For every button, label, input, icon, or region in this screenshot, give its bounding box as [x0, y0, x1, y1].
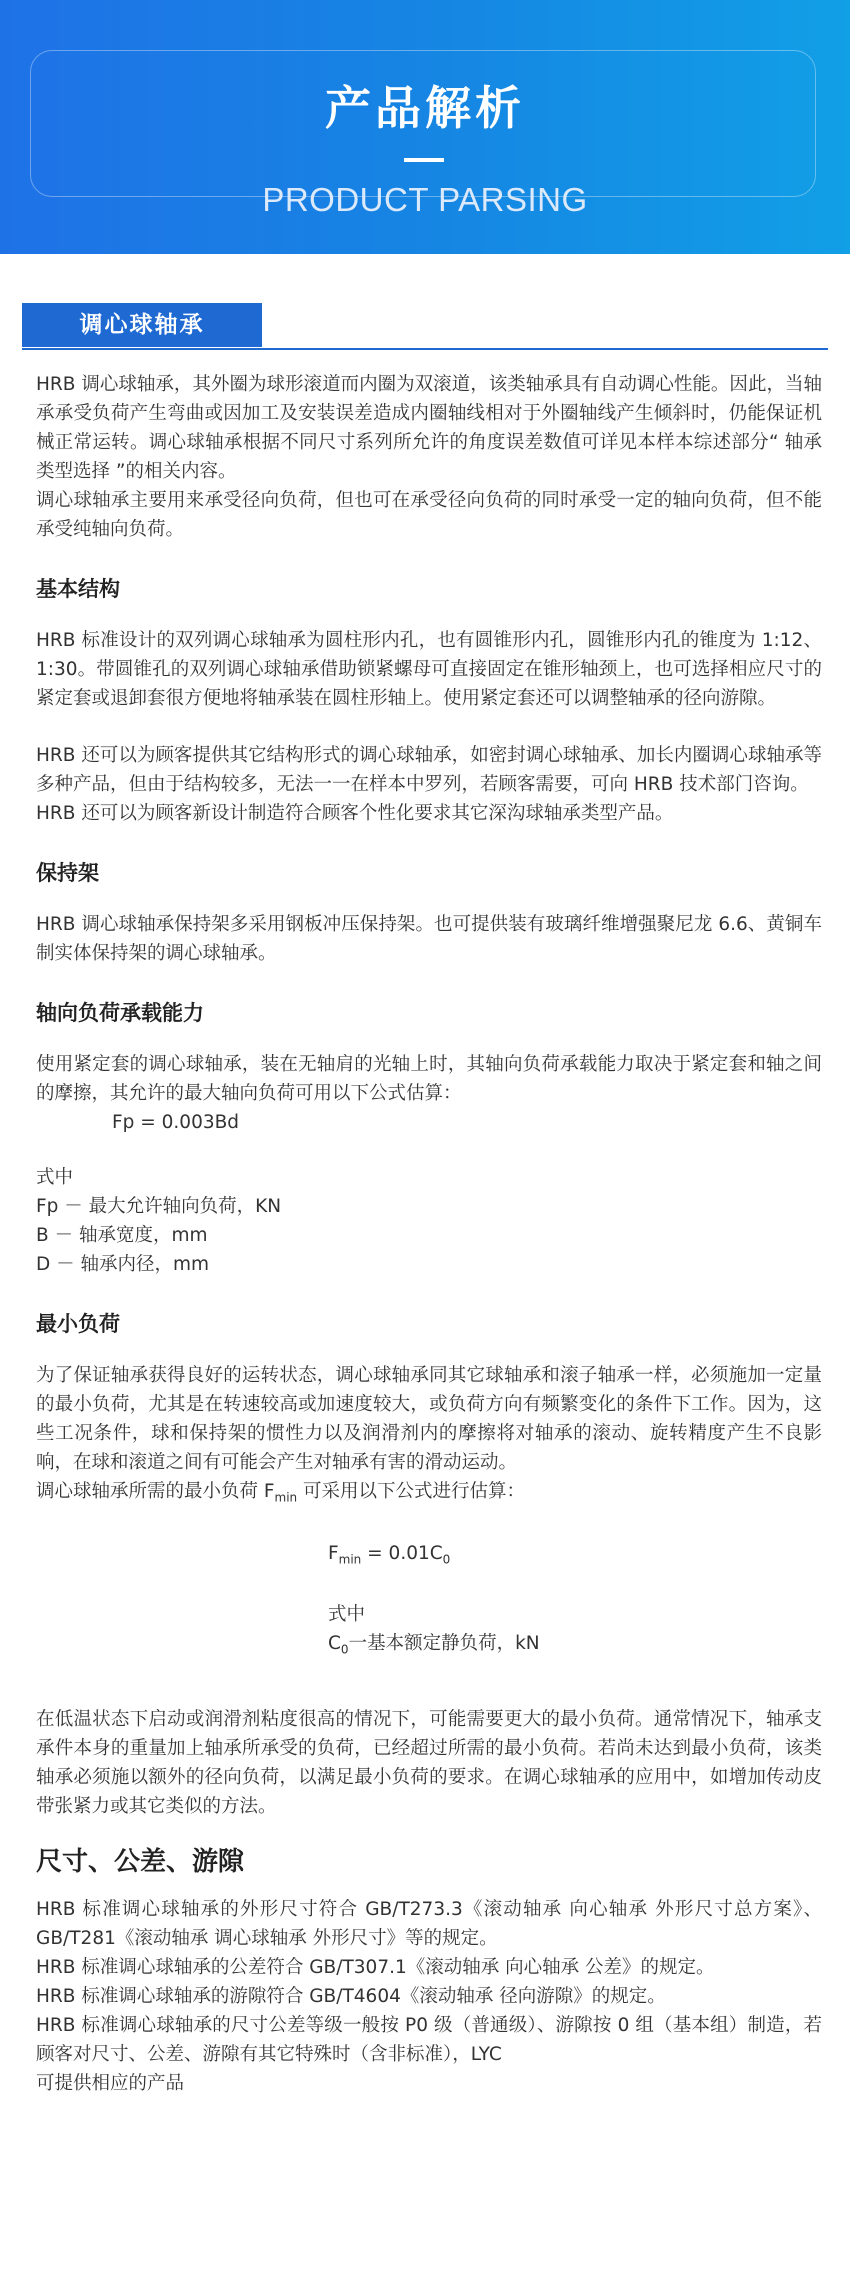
- title-divider: [404, 158, 444, 162]
- structure-paragraph: HRB 标准设计的双列调心球轴承为圆柱形内孔，也有圆锥形内孔，圆锥形内孔的锥度为 1:12、1:30。带圆锥孔的双列调心球轴承借助锁紧螺母可直接固定在锥形轴颈上，也可选择相应尺寸的紧定套或退卸套很方便地将轴承装在圆柱形轴上。使用紧定套还可以调整轴承的径向游隙。: [36, 630, 822, 709]
- axial-def: D － 轴承内径，mm: [36, 1254, 210, 1275]
- page-title: 产品解析: [325, 81, 525, 135]
- main-content: [36, 370, 822, 2098]
- heading-cage: 保持架: [36, 861, 99, 885]
- dims-line: HRB 标准调心球轴承的外形尺寸符合 GB/T273.3《滚动轴承 向心轴承 外形尺寸总方案》、GB/T281《滚动轴承 调心球轴承 外形尺寸》等的规定。: [36, 1899, 822, 1950]
- heading-dimensions: 尺寸、公差、游隙: [36, 1847, 245, 1878]
- heading-structure: 基本结构: [36, 577, 120, 601]
- intro-paragraph: HRB 调心球轴承，其外圈为球形滚道而内圈为双滚道，该类轴承具有自动调心性能。因此，当轴承承受负荷产生弯曲或因加工及安装误差造成内圈轴线相对于外圈轴线产生倾斜时，仍能保证机械正常运转。调心球轴承根据不同尺寸系列所允许的角度误差数值可详见本样本综述部分“ 轴承类型选择 ”的相关内容。: [36, 374, 822, 482]
- minload-where: 式中: [328, 1604, 366, 1626]
- minload-def: $C_0$一基本额定静负荷，kN: [328, 1633, 540, 1658]
- section-underline: [22, 348, 828, 350]
- dims-line: HRB 标准调心球轴承的游隙符合 GB/T4604《滚动轴承 径向游隙》的规定。: [36, 1986, 666, 2008]
- intro-paragraph: 调心球轴承主要用来承受径向负荷，但也可在承受径向负荷的同时承受一定的轴向负荷，但不能承受纯轴向负荷。: [36, 490, 822, 540]
- axial-where: 式中: [36, 1167, 74, 1188]
- axial-formula: Fp = 0.003Bd: [112, 1112, 240, 1133]
- minload-formula: $F_{min} = 0.01C_0$: [328, 1542, 451, 1567]
- structure-paragraph: HRB 还可以为顾客新设计制造符合顾客个性化要求其它深沟球轴承类型产品。: [36, 803, 674, 824]
- heading-axial-load: 轴向负荷承载能力: [36, 1001, 204, 1025]
- axial-paragraph: 使用紧定套的调心球轴承，装在无轴肩的光轴上时，其轴向负荷承载能力取决于紧定套和轴之间的摩擦，其允许的最大轴向负荷可用以下公式估算：: [36, 1054, 822, 1104]
- section-badge: 调心球轴承: [22, 303, 262, 347]
- axial-def: B － 轴承宽度，mm: [36, 1225, 208, 1246]
- minload-formula-intro: 调心球轴承所需的最小负荷 $F_{min}$ 可采用以下公式进行估算：: [36, 1481, 526, 1505]
- page-subtitle: PRODUCT PARSING: [262, 181, 588, 218]
- minload-paragraph: 为了保证轴承获得良好的运转状态，调心球轴承同其它球轴承和滚子轴承一样，必须施加一定量的最小负荷，尤其是在转速较高或加速度较大，或负荷方向有频繁变化的条件下工作。因为，这些工况条件，球和保持架的惯性力以及润滑剂内的摩擦将对轴承的滚动、旋转精度产生不良影响，在球和滚道之间有可能会产生对轴承有害的滑动运动。: [36, 1365, 822, 1473]
- structure-paragraph: HRB 还可以为顾客提供其它结构形式的调心球轴承，如密封调心球轴承、加长内圈调心球轴承等多种产品，但由于结构较多，无法一一在样本中罗列，若顾客需要，可向 HRB 技术部门咨询。: [36, 745, 822, 795]
- dims-line: HRB 标准调心球轴承的尺寸公差等级一般按 P0 级（普通级）、游隙按 0 组（基本组）制造，若顾客对尺寸、公差、游隙有其它特殊时（含非标准），LYC: [36, 2015, 822, 2066]
- dims-line: 可提供相应的产品: [36, 2073, 185, 2095]
- dims-line: HRB 标准调心球轴承的公差符合 GB/T307.1《滚动轴承 向心轴承 公差》的规定。: [36, 1957, 715, 1979]
- cage-paragraph: HRB 调心球轴承保持架多采用钢板冲压保持架。也可提供装有玻璃纤维增强聚尼龙 6.6、黄铜车制实体保持架的调心球轴承。: [36, 914, 822, 964]
- header-banner: [0, 0, 850, 254]
- heading-min-load: 最小负荷: [36, 1312, 120, 1336]
- minload-paragraph: 在低温状态下启动或润滑剂粘度很高的情况下，可能需要更大的最小负荷。通常情况下，轴承支承件本身的重量加上轴承所承受的负荷，已经超过所需的最小负荷。若尚未达到最小负荷，该类轴承必须施以额外的径向负荷，以满足最小负荷的要求。在调心球轴承的应用中，如增加传动皮带张紧力或其它类似的方法。: [36, 1709, 822, 1818]
- axial-def: Fp － 最大允许轴向负荷，KN: [36, 1196, 282, 1217]
